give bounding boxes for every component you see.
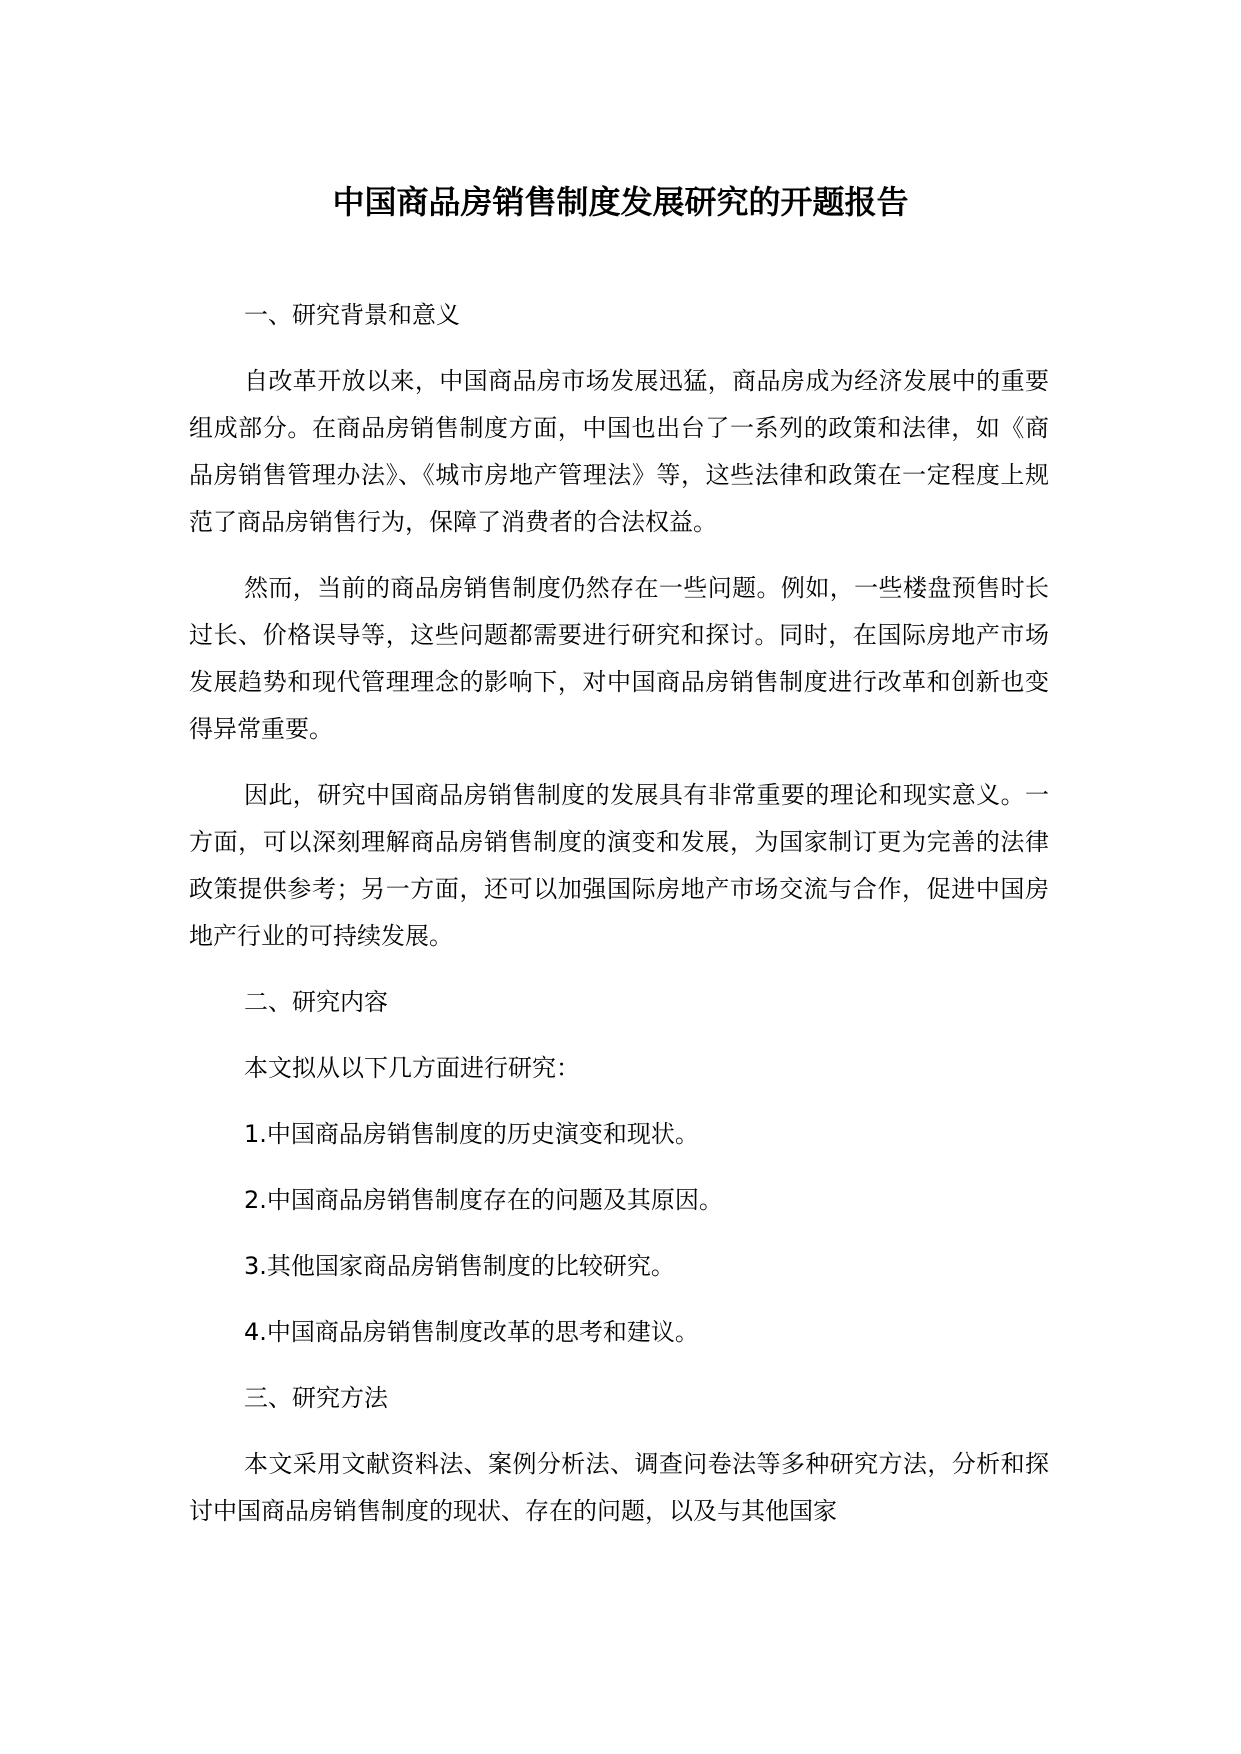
list-item: 3.其他国家商品房销售制度的比较研究。 (244, 1252, 675, 1280)
paragraph-background-2: 然而，当前的商品房销售制度仍然存在一些问题。例如，一些楼盘预售时长过长、价格误导等，这些问题都需要进行研究和探讨。同时，在国际房地产市场发展趋势和现代管理理念的影响下，对中国商品房销售制度进行改革和创新也变得异常重要。 (189, 574, 1049, 743)
document-title: 中国商品房销售制度发展研究的开题报告 (332, 183, 909, 221)
section-heading-method: 三、研究方法 (244, 1384, 388, 1412)
section-heading-content: 二、研究内容 (244, 988, 388, 1016)
paragraph-background-3: 因此，研究中国商品房销售制度的发展具有非常重要的理论和现实意义。一方面，可以深刻理解商品房销售制度的演变和发展，为国家制订更为完善的法律政策提供参考；另一方面，还可以加强国际房地产市场交流与合作，促进中国房地产行业的可持续发展。 (189, 781, 1049, 950)
document-body (189, 292, 1049, 1554)
paragraph-method-1: 本文采用文献资料法、案例分析法、调查问卷法等多种研究方法，分析和探讨中国商品房销售制度的现状、存在的问题，以及与其他国家 (189, 1450, 1049, 1525)
list-item: 4.中国商品房销售制度改革的思考和建议。 (244, 1318, 699, 1346)
list-item: 2.中国商品房销售制度存在的问题及其原因。 (244, 1186, 723, 1214)
content-intro: 本文拟从以下几方面进行研究： (244, 1054, 580, 1082)
section-heading-background: 一、研究背景和意义 (244, 301, 460, 329)
paragraph-background-1: 自改革开放以来，中国商品房市场发展迅猛，商品房成为经济发展中的重要组成部分。在商品房销售制度方面，中国也出台了一系列的政策和法律，如《商品房销售管理办法》、《城市房地产管理法》等，这些法律和政策在一定程度上规范了商品房销售行为，保障了消费者的合法权益。 (189, 367, 1049, 536)
list-item: 1.中国商品房销售制度的历史演变和现状。 (244, 1120, 699, 1148)
